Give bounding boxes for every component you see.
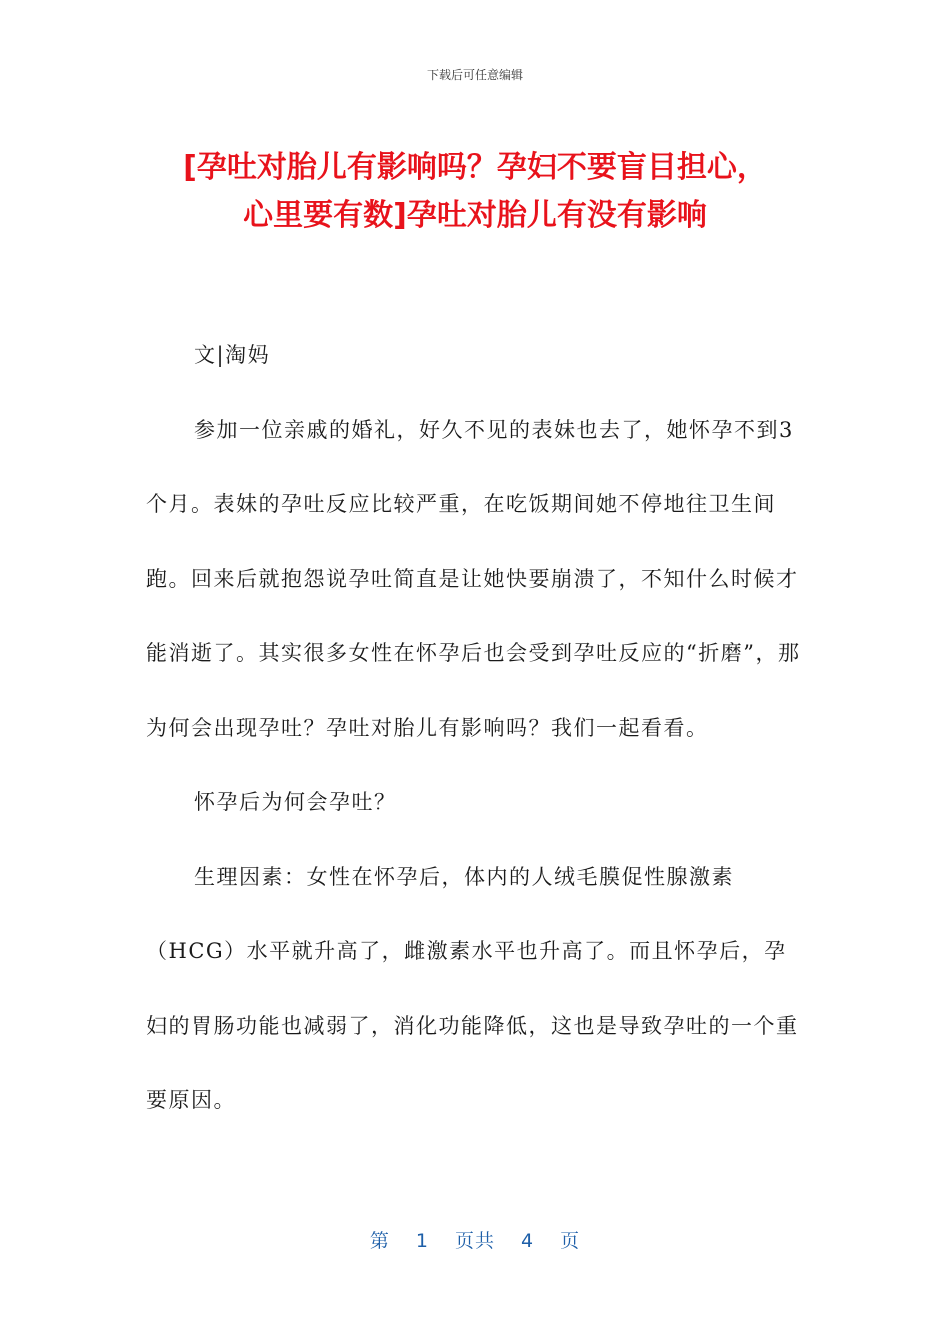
- document-title: [120, 144, 830, 240]
- header-note: 下载后可任意编辑: [426, 68, 523, 82]
- footer-middle: 页共: [454, 1230, 495, 1252]
- footer-prefix: 第: [369, 1230, 390, 1252]
- body-paragraph: 参加一位亲戚的婚礼，好久不见的表妹也去了，她怀孕不到3个月。表妹的孕吐反应比较严重，在吃饭期间她不停地往卫生间跑。回来后就抱怨说孕吐简直是让她快要崩溃了，不知什么时候才能消逝了。其实很多女性在怀孕后也会受到孕吐反应的“折磨”，那为何会出现孕吐？孕吐对胎儿有影响吗？我们一起看看。: [146, 417, 801, 740]
- footer-suffix: 页: [560, 1230, 581, 1252]
- title-line-2: 心里要有数]孕吐对胎儿有没有影响: [243, 198, 707, 233]
- section-heading: 怀孕后为何会孕吐？: [194, 790, 397, 814]
- body-paragraph: 生理因素：女性在怀孕后，体内的人绒毛膜促性腺激素（HCG）水平就升高了，雌激素水平也升高了。而且怀孕后，孕妇的胃肠功能也减弱了，消化功能降低，这也是导致孕吐的一个重要原因。: [146, 864, 799, 1112]
- author-line: 文|淘妈: [194, 343, 271, 367]
- page-footer: [0, 1226, 950, 1253]
- footer-total-pages: 4: [521, 1230, 535, 1252]
- footer-current-page: 1: [415, 1230, 429, 1252]
- title-line-1: [孕吐对胎儿有影响吗？孕妇不要盲目担心，: [183, 150, 767, 185]
- document-body: [146, 318, 806, 1138]
